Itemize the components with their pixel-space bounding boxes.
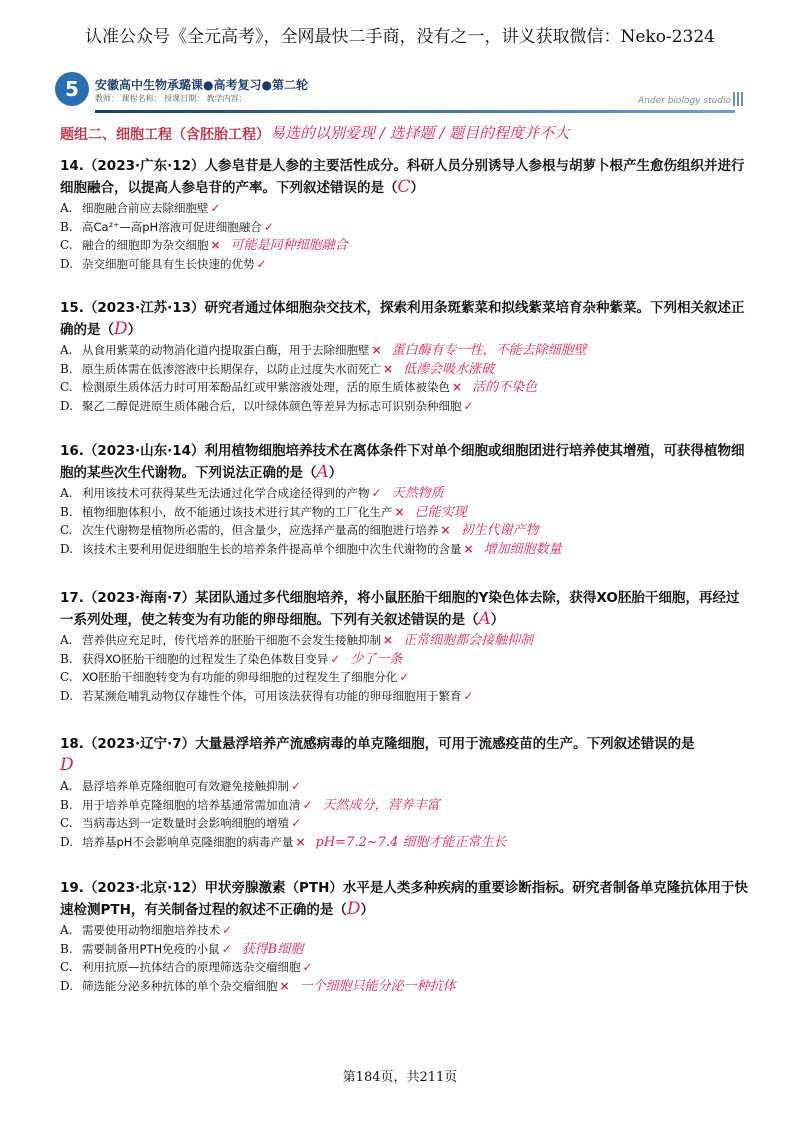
question-17	[60, 588, 750, 705]
question-14	[60, 156, 750, 273]
option-d: D. 若某濒危哺乳动物仅存雄性个体，可用该法获得有功能的卵母细胞用于繁育 ✓	[60, 688, 474, 703]
header-divider	[95, 110, 735, 113]
question-16	[60, 441, 750, 558]
handwritten-answer: A	[316, 462, 329, 482]
check-mark-icon: ✓	[302, 960, 313, 974]
option-d: D. 筛选能分泌多种抗体的单个杂交瘤细胞 × 一个细胞只能分泌一种抗体	[60, 978, 456, 994]
question-stem: 19.（2023·北京·12）甲状旁腺激素（PTH）水平是人类多种疾病的重要诊断指标。研究者制备单克隆抗体用于快速检测PTH，有关制备过程的叙述不正确的是（D）	[60, 880, 748, 919]
cross-mark-icon: ×	[440, 523, 451, 537]
handwritten-answer: A	[478, 609, 491, 629]
check-mark-icon: ✓	[221, 941, 232, 956]
option-c: C. 利用抗原—抗体结合的原理筛选杂交瘤细胞 ✓	[60, 960, 313, 974]
option-b: B. 原生质体需在低渗溶液中长期保存，以防止过度失水而死亡 × 低渗会吸水涨破	[60, 361, 495, 377]
check-mark-icon: ✓	[210, 201, 221, 215]
course-logo: 5	[55, 72, 89, 106]
option-b: B. 高Ca²⁺—高pH溶液可促进细胞融合 ✓	[60, 219, 274, 234]
option-b: B. 获得XO胚胎干细胞的过程发生了染色体数目变异 ✓ 少了一条	[60, 651, 403, 667]
handwritten-answer: D	[346, 899, 361, 919]
check-mark-icon: ✓	[371, 486, 382, 500]
handwritten-answer: C	[397, 177, 411, 197]
cross-mark-icon: ×	[452, 380, 463, 394]
cross-mark-icon: ×	[394, 504, 405, 519]
option-c: C. 当病毒达到一定数量时会影响细胞的增殖 ✓	[60, 816, 302, 830]
check-mark-icon: ✓	[302, 797, 313, 812]
option-d: D. 培养基pH不会影响单克隆细胞的病毒产量 × pH=7.2~7.4 细胞才能正常生长	[60, 834, 507, 850]
handwritten-answer: D	[114, 319, 128, 339]
cross-mark-icon: ×	[371, 343, 382, 357]
topic-handwritten-note: 易选的以别爱现 / 选择题 / 题目的程度并不大	[270, 124, 570, 142]
option-c: C. 检测原生质体活力时可用苯酚品红或甲紫溶液处理，活的原生质体被染色 × 活的不染色	[60, 380, 538, 395]
question-stem: 14.（2023·广东·12）人参皂苷是人参的主要活性成分。科研人员分别诱导人参根与胡萝卜根产生愈伤组织并进行细胞融合，以提高人参皂苷的产率。下列叙述错误的是（C）	[60, 158, 745, 197]
course-header	[55, 72, 745, 114]
option-a: A. 悬浮培养单克隆细胞可有效避免接触抑制 ✓	[60, 779, 302, 793]
check-mark-icon: ✓	[399, 670, 410, 684]
option-d: D. 杂交细胞可能具有生长快速的优势 ✓	[60, 256, 267, 271]
option-b: B. 需要制备用PTH免疫的小鼠 ✓ 获得B细胞	[60, 941, 304, 957]
question-stem: 18.（2023·辽宁·7）大量悬浮培养产流感病毒的单克隆细胞，可用于流感疫苗的生产。下列叙述错误的是 D	[60, 736, 695, 775]
studio-name: Ander biology studio	[638, 96, 731, 106]
cross-mark-icon: ×	[210, 238, 221, 252]
option-c: C. 次生代谢物是植物所必需的，但含量少，应选择产量高的细胞进行培养 × 初生代谢产物	[60, 523, 539, 538]
page-number: 第184页，共211页	[342, 1070, 458, 1085]
header-title: 安徽高中生物承璐课●高考复习●第二轮	[95, 78, 308, 92]
topic-heading	[60, 122, 750, 146]
cross-mark-icon: ×	[383, 633, 394, 647]
question-stem: 16.（2023·山东·14）利用植物细胞培养技术在离体条件下对单个细胞或细胞团进行培养使其增殖，可获得植物细胞的某些次生代谢物。下列说法正确的是（A）	[60, 443, 745, 482]
top-notice: 认准公众号《全元高考》，全网最快二手商，没有之一，讲义获取微信：Neko-2324	[85, 27, 715, 47]
cross-mark-icon: ×	[463, 541, 474, 556]
check-mark-icon: ✓	[291, 816, 302, 830]
cross-mark-icon: ×	[383, 361, 394, 376]
check-mark-icon: ✓	[463, 398, 474, 413]
check-mark-icon: ✓	[330, 651, 341, 666]
option-d: D. 该技术主要利用促进细胞生长的培养条件提高单个细胞中次生代谢物的含量 × 增加细胞数量	[60, 541, 562, 557]
option-c: C. 融合的细胞即为杂交细胞 × 可能是同种细胞融合	[60, 238, 348, 253]
cross-mark-icon: ×	[279, 978, 290, 993]
topic-title: 题组二、细胞工程（含胚胎工程）	[60, 127, 270, 143]
option-b: B. 植物细胞体积小，故不能通过该技术进行其产物的工厂化生产 × 已能实现	[60, 504, 467, 520]
option-c: C. XO胚胎干细胞转变为有功能的卵母细胞的过程发生了细胞分化 ✓	[60, 670, 410, 684]
handwritten-answer: D	[60, 755, 74, 775]
question-15	[60, 298, 750, 415]
cross-mark-icon: ×	[295, 834, 306, 849]
question-18	[60, 734, 750, 851]
check-mark-icon: ✓	[291, 779, 302, 793]
option-a: A. 需要使用动物细胞培养技术 ✓	[60, 923, 233, 937]
option-d: D. 聚乙二醇促进原生质体融合后，以叶绿体颜色等差异为标志可识别杂种细胞 ✓	[60, 398, 474, 413]
option-a: A. 营养供应充足时，传代培养的胚胎干细胞不会发生接触抑制 × 正常细胞都会接触抑制	[60, 633, 534, 648]
option-b: B. 用于培养单克隆细胞的培养基通常需加血清 ✓ 天然成分，营养丰富	[60, 797, 440, 813]
option-a: A. 从食用紫菜的动物消化道内提取蛋白酶，用于去除细胞壁 × 蛋白酶有专一性，不能去除细胞壁	[60, 343, 587, 358]
option-a: A. 利用该技术可获得某些无法通过化学合成途径得到的产物 ✓ 天然物质	[60, 486, 444, 501]
barcode-icon	[733, 92, 745, 106]
option-a: A. 细胞融合前应去除细胞壁 ✓	[60, 201, 221, 215]
check-mark-icon: ✓	[463, 688, 474, 703]
header-subtitle: 教师： 课程名称： 授课日期： 教学内容：	[95, 94, 247, 103]
check-mark-icon: ✓	[222, 923, 233, 937]
question-19	[60, 878, 750, 995]
check-mark-icon: ✓	[256, 256, 267, 271]
question-stem: 15.（2023·江苏·13）研究者通过体细胞杂交技术，探索利用条斑紫菜和拟线紫菜培育杂种紫菜。下列相关叙述正确的是（D）	[60, 300, 745, 339]
check-mark-icon: ✓	[263, 219, 274, 234]
question-stem: 17.（2023·海南·7）某团队通过多代细胞培养，将小鼠胚胎干细胞的Y染色体去除，获得XO胚胎干细胞，再经过一系列处理，使之转变为有功能的卵母细胞。下列有关叙述错误的是（A）	[60, 590, 740, 629]
